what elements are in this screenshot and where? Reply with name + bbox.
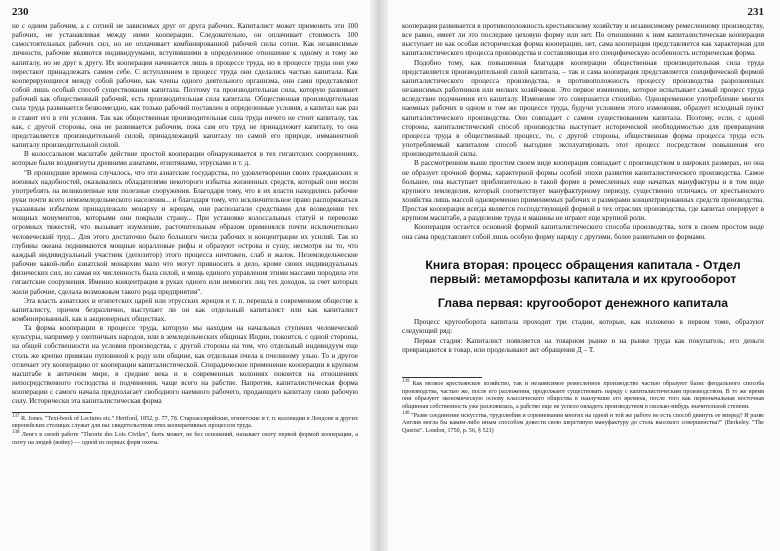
footnote-number: 140 <box>402 410 410 416</box>
paragraph: Та форма кооперации в процессе труда, которую мы находим на начальных ступенях человеческой культуры, например у охотничьих народов, или в земледельческих общинах Индии, покоится, с одной стороны, на общей собственности на условия производства, с другой стороны на том, что отдельный индивидуум еще столь же крепко привязан пуповиной к роду или общине, как отдельная пчела к пчелиному улью. То и другое отличает эту кооперацию от кооперации капиталистической. Спорадическое применение кооперации в крупном масштабе в античном мире, в средние века и в современных колониях покоится на отношениях непосредственного господства и подчинения, чаще всего на рабстве. Напротив, капиталистическая форма кооперации с самого начала предполагает свободного наемного рабочего, продающего капиталу свою рабочую силу. Исторически эта капиталистическая форма <box>12 324 358 406</box>
footnote-divider <box>12 412 92 413</box>
footnote-text: Ленгэ в своей работе "Theorie des Lois Civiles", быть может, не без оснований, называет охоту первой формой кооперации, а охоту на людей (войну) — одной из первых форм охоты. <box>12 431 359 446</box>
page-number: 230 <box>12 6 29 18</box>
paragraph: В колоссальном масштабе действие простой кооперации обнаруживается в тех гигантских сооружениях, которые были воздвигнуты древними азиатами, египтянами, этрусками и т. д. <box>12 150 358 168</box>
footnote <box>12 429 359 447</box>
footnotes <box>402 378 765 436</box>
book-heading: Книга вторая: процесс обращения капитала - Отдел первый: метаморфозы капитала и их кругооборот <box>425 257 741 287</box>
footnote-text: "Разве соединение искусства, трудолюбия и соревнования многих на одной и той же работе не есть способ двинуть ее вперед? И разве Англия могла бы каким-либо иным способом довести свою шерстяную мануфактуру до столь высокого совершенства?" (Berkeley. "The Querist". London, 1750, p. 56, § 521) <box>402 412 765 435</box>
paragraph: Подобно тому, как повышенная благодаря кооперации общественная производительная сила труда представляется производительной силой капитала, – так и сама кооперация представляется специфической формой капиталистического процесса производства, в противоположность процессу производства разрозненных независимых работников или мелких хозяйчиков. Это первое изменение, которое испытывает самый процесс труда вследствие подчинения его капиталу. Изменение это совершается стихийно. Одновременное употребление многих наемных рабочих в одном и том же процессе труда, будучи условием этого изменения, образует исходный пункт капиталистического производства. Оно совпадает с самим существованием капитала. Поэтому, если, с одной стороны, капиталистический способ производства выступает исторической необходимостью для превращения процесса труда в общественный процесс, то, с другой стороны, общественная форма процесса труда есть употребляемый капиталом способ выгоднее эксплуатировать этот процесс посредством повышения его производительной силы. <box>402 58 764 159</box>
left-page <box>0 0 370 551</box>
footnotes <box>12 413 359 448</box>
footnote <box>402 410 765 436</box>
footnote-text: R. Jones. "Text-book of Lectures etc." Hertford, 1852, p. 77, 78. Староассирийские, египетские и т. п. коллекции в Лондоне и других европейских столицах служат для нас свидетельством этих кооперативных процессов труда. <box>12 415 358 430</box>
footnote-number: 139 <box>402 378 410 384</box>
footnote <box>402 378 764 412</box>
footnote-divider <box>402 377 482 378</box>
paragraph: кооперация развивается в противоположность крестьянскому хозяйству и независимому ремесленному производству, все равно, имеет ли это последнее цеховую форму или нет. По отношению к ним капиталистическая кооперация выступает не как особая историческая форма кооперации, нет, сама кооперация представляется как характерная для капиталистического процесса производства и составляющая его специфическую особенность историческая форма. <box>402 22 764 58</box>
right-body-lower <box>402 318 764 355</box>
left-body <box>12 22 358 407</box>
book-gutter <box>370 0 388 551</box>
chapter-heading: Глава первая: кругооборот денежного капитала <box>437 295 729 310</box>
footnote-text: Как мелкое крестьянское хозяйство, так и независимое ремесленное производство частью образуют базис феодального способа производства, частью же, после его разложения, продолжают существовать наряду с капиталистическим производством. В то же время они образуют экономическую основу классического общества в наилучшие его времена, после того как первоначальная восточная общинная собственность уже разложилась, а рабство еще не успело овладеть производством в сколько-нибудь значительной степени. <box>402 380 764 410</box>
page-number: 231 <box>747 6 764 18</box>
footnote-number: 137 <box>12 413 20 419</box>
footnote-number: 138 <box>12 429 20 435</box>
paragraph: В рассмотренном выше простом своем виде кооперация совпадает с производством в широких размерах, но она не образует прочной формы, характерной формы особой эпохи развития капиталистического производства. Самое большее, она выступает приблизительно в такой форме в ремесленных еще начатках мануфактуры и в том виде крупного земледелия, который соответствует мануфактурному периоду, существенно отличаясь от крестьянского хозяйства лишь массой одновременно применяемых рабочих и размерами концентрированных средств производства. Простая кооперация всегда является господствующей формой в тех отраслях производства, где капитал оперирует в крупном масштабе, а разделение труда и машины не играют еще крупной роли. <box>402 159 764 223</box>
right-body <box>402 22 764 242</box>
paragraph: Процесс кругооборота капитала проходит три стадии, которые, как изложено в первом томе, образуют следующий ряд: <box>402 318 764 336</box>
paragraph: Первая стадия: Капиталист появляется на товарном рынке и на рынке труда как покупатель; его деньги превращаются в товар, или проделывают акт обращения Д – Т. <box>402 336 764 354</box>
right-page <box>388 0 780 551</box>
paragraph: Эта власть азиатских и египетских царей или этрусских жрецов и т. п. перешла в современном обществе к капиталисту, причем безразлично, выступает ли он как отдельный капиталист или как капиталист комбинированный, как в акционерных обществах. <box>12 296 358 323</box>
footnote <box>12 413 358 431</box>
paragraph-quote: "В прошедшие времена случалось, что эти азиатские государства, по удовлетворении своих гражданских и военных надобностей, оказывались обладателями некоторого избытка жизненных средств, который они могли употреблять на великолепные или полезные сооружения. Благодаря тому, что в их власти находились рабочие руки почти всего немземледельческого населения... и благодаря тому, что исключительное право распоряжаться указанным избытком принадлежало монарху и жрецам, они располагали средствами для возведения тех мощных монументов, которыми они покрыли страну... При установке колоссальных статуй и перевозке огромных тяжестей, что вызывает изумление, расточительным образом применялся почти исключительно человеческий труд... Для этого достаточно было большого числа рабочих и концентрации их усилий. Так из глубины океана поднимаются мощные коралловые рифы и образуют острова и сушу, несмотря на то, что каждый индивидуальный участник (депозитор) этого процесса ничтожен, слаб и жалок. Неземледельческие рабочие какой-либо азиатской монархии мало что могут привносить в дело, кроме своих индивидуальных физических сил, но самая их численность была силой, и мощь единого управления этими массами породила эти гигантские сооружения. Именно концентрация в руках одного или немногих лиц тех доходов, за счет которых жили рабочие, сделала возможным такого рода предприятия". <box>12 168 358 296</box>
paragraph: Кооперация остается основной формой капиталистического способа производства, хотя в своем простом виде она сама представляет собой лишь особую форму наряду с другими, более развитыми ее формами. <box>402 223 764 241</box>
paragraph: не с одним рабочим, а с сотней не зависимых друг от друга рабочих. Капиталист может применить эти 100 рабочих, не устанавливая между ними кооперации. Следовательно, он оплачивает стоимость 100 самостоятельных рабочих сил, но не оплачивает комбинированной рабочей силы сотни. Как независимые личности, рабочие являются индивидуумами, вступившими в определенное отношение к одному и тому же капиталу, но не друг к другу. Их кооперация начинается лишь в процессе труда, но в процессе труда они уже перестают принадлежать самим себе. С вступлением в процесс труда они сделались частью капитала. Как кооперирующиеся между собой рабочие, как члены одного деятельного организма, они сами представляют собой лишь особый способ существования капитала. Поэтому та производительная сила, которую развивает рабочий как общественный рабочий, есть производительная сила капитала. Общественная производительная сила труда развивается безвозмездно, как только рабочий поставлен в определенные условия, а капитал как раз и ставит его в эти условия. Так как общественная производительная сила труда ничего не стоит капиталу, так как, с другой стороны, она не развивается рабочим, пока сам его труд не принадлежит капиталу, то она представляется производительной силой, принадлежащей капиталу по самой его природе, имманентной капиталу производительной силой. <box>12 22 358 150</box>
